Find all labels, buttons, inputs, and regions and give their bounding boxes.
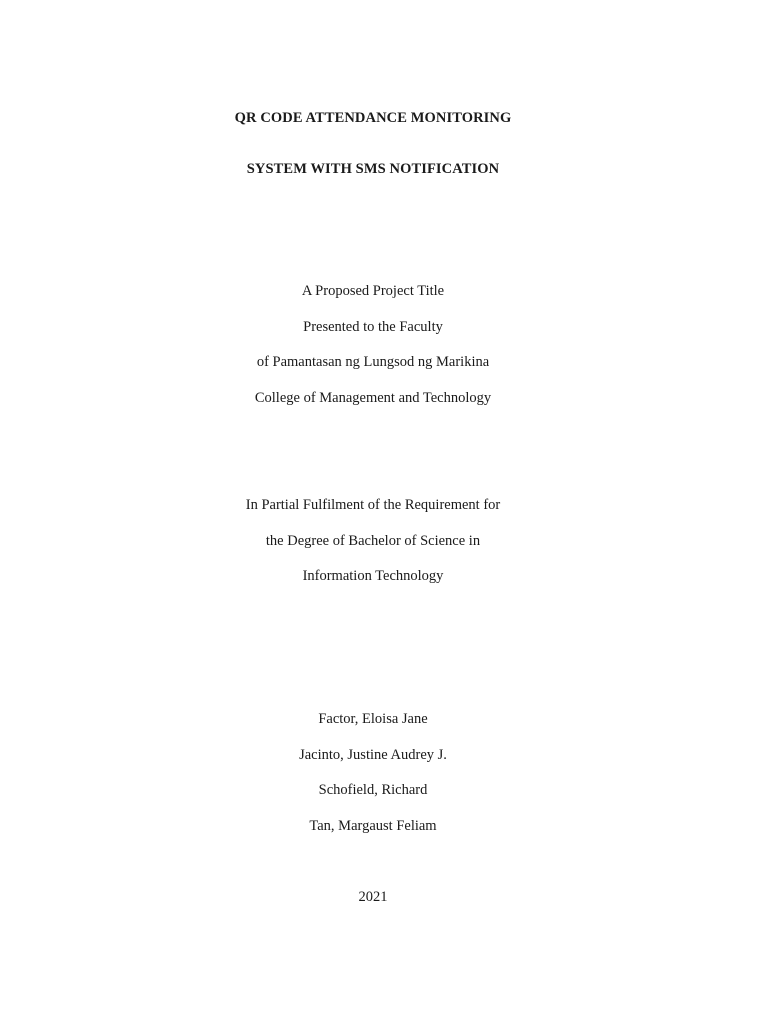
presentation-line-1: A Proposed Project Title (301, 283, 445, 299)
presentation-line-4: College of Management and Technology (254, 390, 492, 406)
author-name: Schofield, Richard (318, 782, 428, 798)
requirement-line-3: Information Technology (302, 568, 444, 584)
year: 2021 (358, 889, 388, 905)
presentation-line-2: Presented to the Faculty (303, 319, 443, 335)
presentation-line-3: of Pamantasan ng Lungsod ng Marikina (256, 354, 490, 370)
title-line-2: SYSTEM WITH SMS NOTIFICATION (246, 161, 500, 177)
author-name: Jacinto, Justine Audrey J. (299, 747, 447, 763)
author-name: Tan, Margaust Feliam (309, 818, 437, 834)
requirement-line-2: the Degree of Bachelor of Science in (265, 533, 481, 549)
title-line-1: QR CODE ATTENDANCE MONITORING (234, 110, 512, 126)
requirement-line-1: In Partial Fulfilment of the Requirement for (245, 497, 501, 513)
author-name: Factor, Eloisa Jane (318, 711, 428, 727)
